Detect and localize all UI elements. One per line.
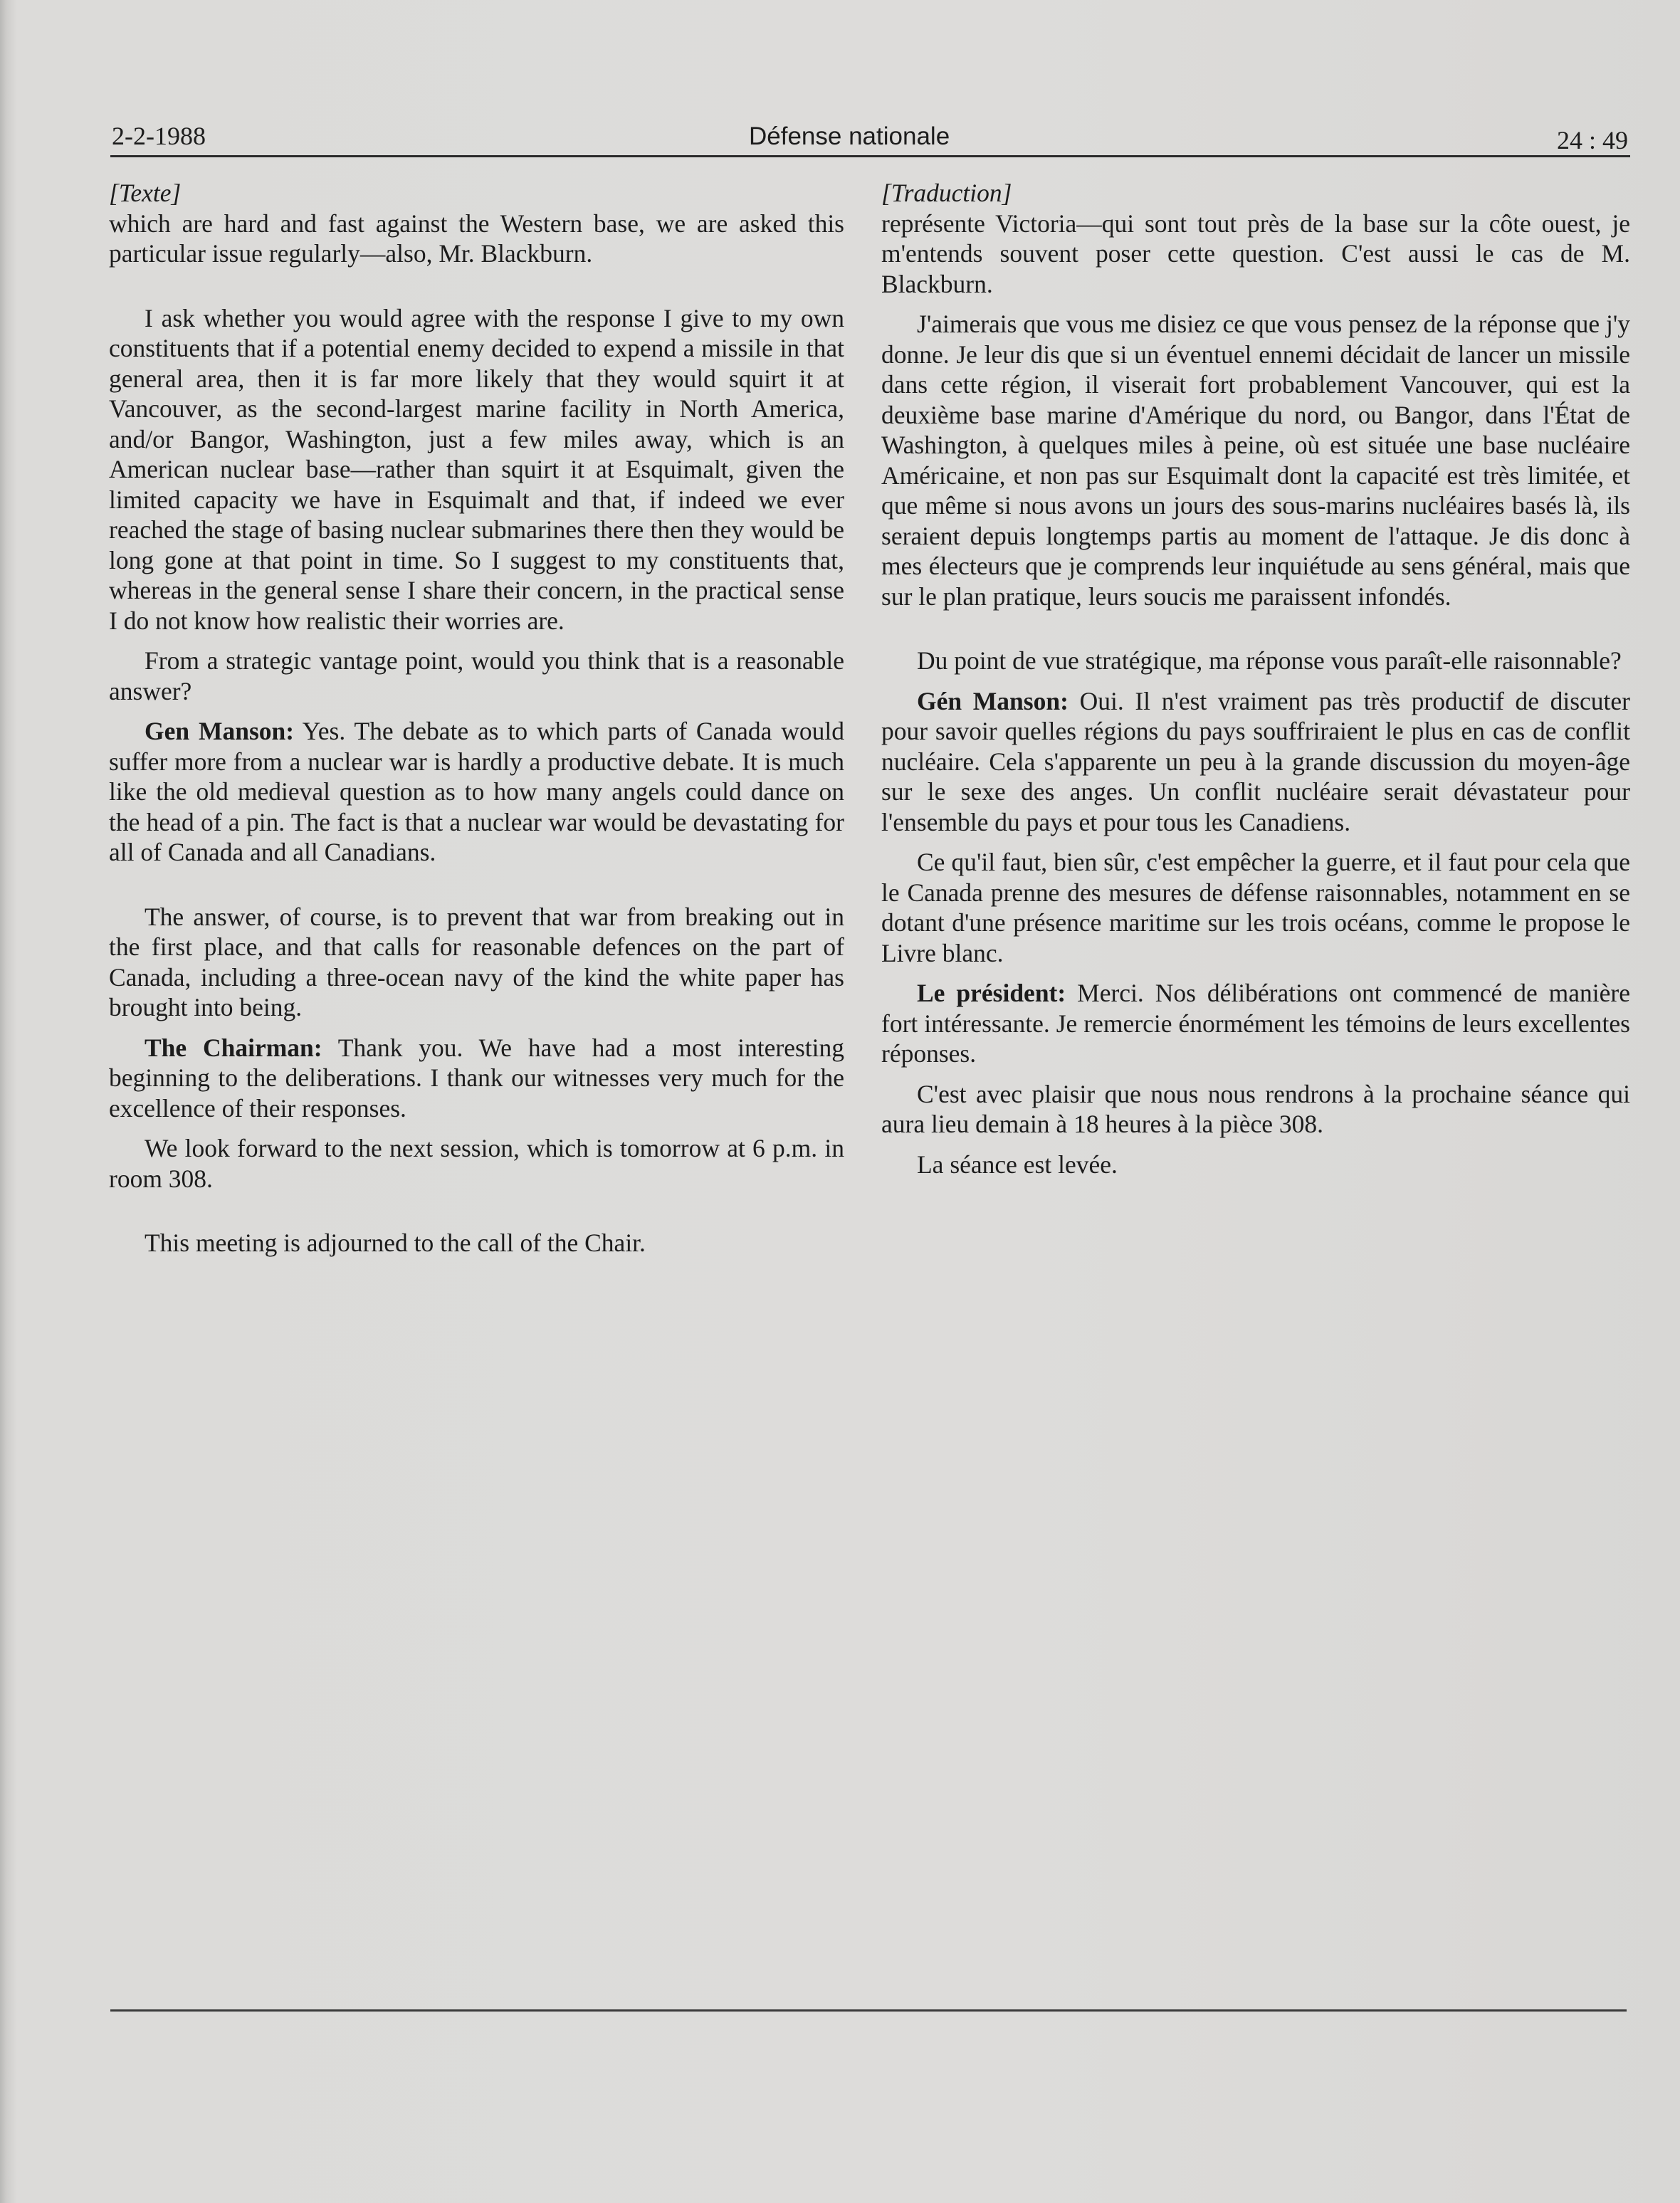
english-paragraph-8: This meeting is adjourned to the call of the Chair. — [145, 1229, 646, 1257]
english-paragraph-6 — [109, 1033, 844, 1124]
header-title: Défense nationale — [749, 122, 950, 150]
speaker-chairman-en: The Chairman: — [145, 1033, 322, 1062]
english-paragraph-6-text: Thank you. We have had a most interesting beginning to the deliberations. I thank our witnesses very much for the excellence of their responses. — [109, 1033, 845, 1122]
french-tag-text: Traduction — [891, 179, 1002, 207]
english-column — [109, 178, 844, 1258]
french-paragraph-8: La séance est levée. — [917, 1150, 1118, 1179]
french-paragraph-2: J'aimerais que vous me disiez ce que vous pensez de la réponse que j'y donne. Je leur dis que si un éventuel ennemi décidait de lancer un missile dans cette région, il viserait fort probablement Vancouver, qui est la deuxième base marine d'Amérique du nord, ou Bangor, dans l'État de Washington, à quelques miles à peine, où est située une base nucléaire Américaine, et non pas sur Esquimalt dont la capacité est très limitée, et que même si nous avons un jours des sous-marins nucléaires basés là, ils seraient depuis longtemps partis au moment de l'attaque. Je dis donc à mes électeurs que je comprends leur inquiétude au sens général, mais que sur le plan pratique, leurs soucis me paraissent infondés. — [881, 310, 1630, 611]
english-paragraph-5: The answer, of course, is to prevent that war from breaking out in the first place, and that calls for reasonable defences on the part of Canada, including a three-ocean navy of the kind the white paper has brought into being. — [109, 902, 844, 1021]
french-paragraph-6-text: Merci. Nos délibérations ont commencé de manière fort intéressante. Je remercie énormément les témoins de leurs excellentes réponses. — [881, 979, 1631, 1068]
french-column — [881, 178, 1630, 1179]
speaker-president-fr: Le président: — [917, 979, 1066, 1007]
footer-rule — [110, 2009, 1627, 2012]
french-paragraph-5: Ce qu'il faut, bien sûr, c'est empêcher la guerre, et il faut pour cela que le Canada prenne des mesures de défense raisonnables, notamment en se dotant d'une présence maritime sur les trois océans, comme le propose le Livre blanc. — [881, 848, 1630, 967]
french-paragraph-4 — [881, 686, 1630, 838]
french-paragraph-6 — [881, 978, 1630, 1069]
header-page-number: 24 : 49 — [1556, 126, 1628, 154]
speaker-gen-manson-en: Gen Manson: — [145, 717, 295, 745]
french-paragraph-4-text: Oui. Il n'est vraiment pas très productif de discuter pour savoir quelles régions du pays souffriraient le plus en cas de conflit nucléaire. Cela s'apparente un peu à la grande discussion du moyen-âge sur le sexe des anges. Un conflit nucléaire serait dévastateur pour l'ensemble du pays et pour tous les Canadiens. — [881, 686, 1630, 836]
english-paragraph-3: From a strategic vantage point, would you think that is a reasonable answer? — [109, 646, 844, 705]
header-date: 2-2-1988 — [112, 122, 206, 150]
english-paragraph-1: which are hard and fast against the Western base, we are asked this particular issue regularly—also, Mr. Blackburn. — [109, 209, 844, 268]
french-paragraph-1: représente Victoria—qui sont tout près de la base sur la côte ouest, je m'entends souvent poser cette question. C'est aussi le cas de M. Blackburn. — [881, 209, 1630, 298]
english-tag-text: Texte — [118, 179, 172, 207]
french-tag: [Traduction] — [881, 179, 1012, 207]
page-header — [112, 121, 1628, 158]
english-paragraph-7: We look forward to the next session, which is tomorrow at 6 p.m. in room 308. — [109, 1134, 844, 1193]
english-tag: [Texte] — [109, 179, 182, 207]
french-paragraph-3: Du point de vue stratégique, ma réponse vous paraît-elle raisonnable? — [917, 646, 1622, 675]
english-paragraph-4-text: Yes. The debate as to which parts of Canada would suffer more from a nuclear war is hardly a productive debate. It is much like the old medieval question as to how many angels could dance on the head of a pin. The fact is that a nuclear war would be devastating for all of Canada and all Canadians. — [109, 717, 844, 866]
speaker-gen-manson-fr: Gén Manson: — [917, 686, 1069, 715]
english-paragraph-2: I ask whether you would agree with the response I give to my own constituents that if a potential enemy decided to expend a missile in that general area, then it is far more likely that they would squirt it at Vancouver, as the second-largest marine facility in North America, and/or Bangor, Washington, just a few miles away, which is an American nuclear base—rather than squirt it at Esquimalt, given the limited capacity we have in Esquimalt and that, if indeed we ever reached the stage of basing nuclear submarines there then they would be long gone at that point in time. So I suggest to my constituents that, whereas in the general sense I share their concern, in the practical sense I do not know how realistic their worries are. — [109, 303, 844, 635]
french-paragraph-7: C'est avec plaisir que nous nous rendrons à la prochaine séance qui aura lieu demain à 18 heures à la pièce 308. — [881, 1079, 1630, 1138]
english-paragraph-4 — [109, 716, 844, 868]
header-rule — [110, 155, 1630, 157]
